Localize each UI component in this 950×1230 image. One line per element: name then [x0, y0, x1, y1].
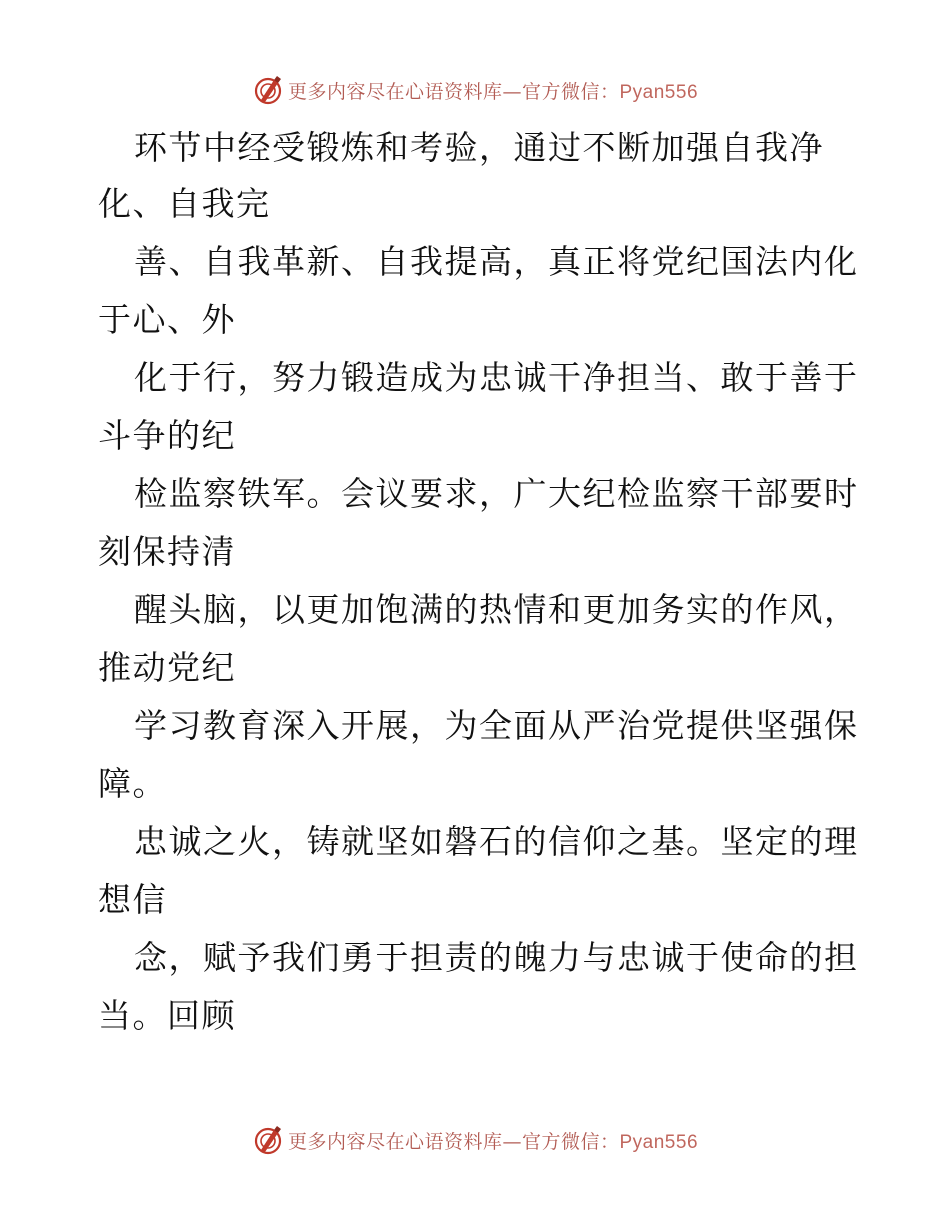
body-line: 斗争的纪 — [98, 416, 236, 455]
header-banner-suffix: 官方微信： — [521, 80, 620, 103]
body-line: 障。 — [98, 764, 167, 803]
header-banner — [0, 70, 950, 110]
footer-banner-dash: — — [502, 1130, 522, 1153]
body-line: 于心、外 — [98, 300, 236, 339]
body-line: 忠诚之火，铸就坚如磐石的信仰之基。坚定的理 — [134, 822, 859, 861]
header-wechat-id: Pyan556 — [619, 81, 699, 103]
body-line: 化于行，努力锻造成为忠诚干净担当、敢于善于 — [134, 358, 859, 397]
footer-banner-text — [288, 1127, 698, 1154]
body-line: 醒头脑，以更加饱满的热情和更加务实的作风， — [134, 590, 859, 629]
body-line: 当。回顾 — [98, 996, 236, 1035]
pen-logo-icon — [252, 1124, 284, 1156]
footer-banner-main: 更多内容尽在心语资料库 — [287, 1130, 503, 1153]
footer-banner — [0, 1120, 950, 1160]
header-banner-dash: — — [502, 80, 522, 103]
body-line: 想信 — [98, 880, 167, 919]
header-banner-main: 更多内容尽在心语资料库 — [287, 80, 503, 103]
body-line: 念，赋予我们勇于担责的魄力与忠诚于使命的担 — [134, 938, 859, 977]
footer-wechat-id: Pyan556 — [619, 1131, 699, 1153]
body-line: 检监察铁军。会议要求，广大纪检监察干部要时 — [134, 474, 859, 513]
body-line: 推动党纪 — [98, 648, 236, 687]
pen-logo-icon — [252, 74, 284, 106]
body-line: 学习教育深入开展，为全面从严治党提供坚强保 — [134, 706, 859, 745]
body-line: 环节中经受锻炼和考验，通过不断加强自我净 — [134, 128, 824, 167]
header-banner-text — [288, 77, 698, 104]
body-line: 善、自我革新、自我提高，真正将党纪国法内化 — [134, 242, 859, 281]
body-line: 刻保持清 — [98, 532, 236, 571]
footer-banner-suffix: 官方微信： — [521, 1130, 620, 1153]
body-line: 化、自我完 — [98, 184, 271, 223]
